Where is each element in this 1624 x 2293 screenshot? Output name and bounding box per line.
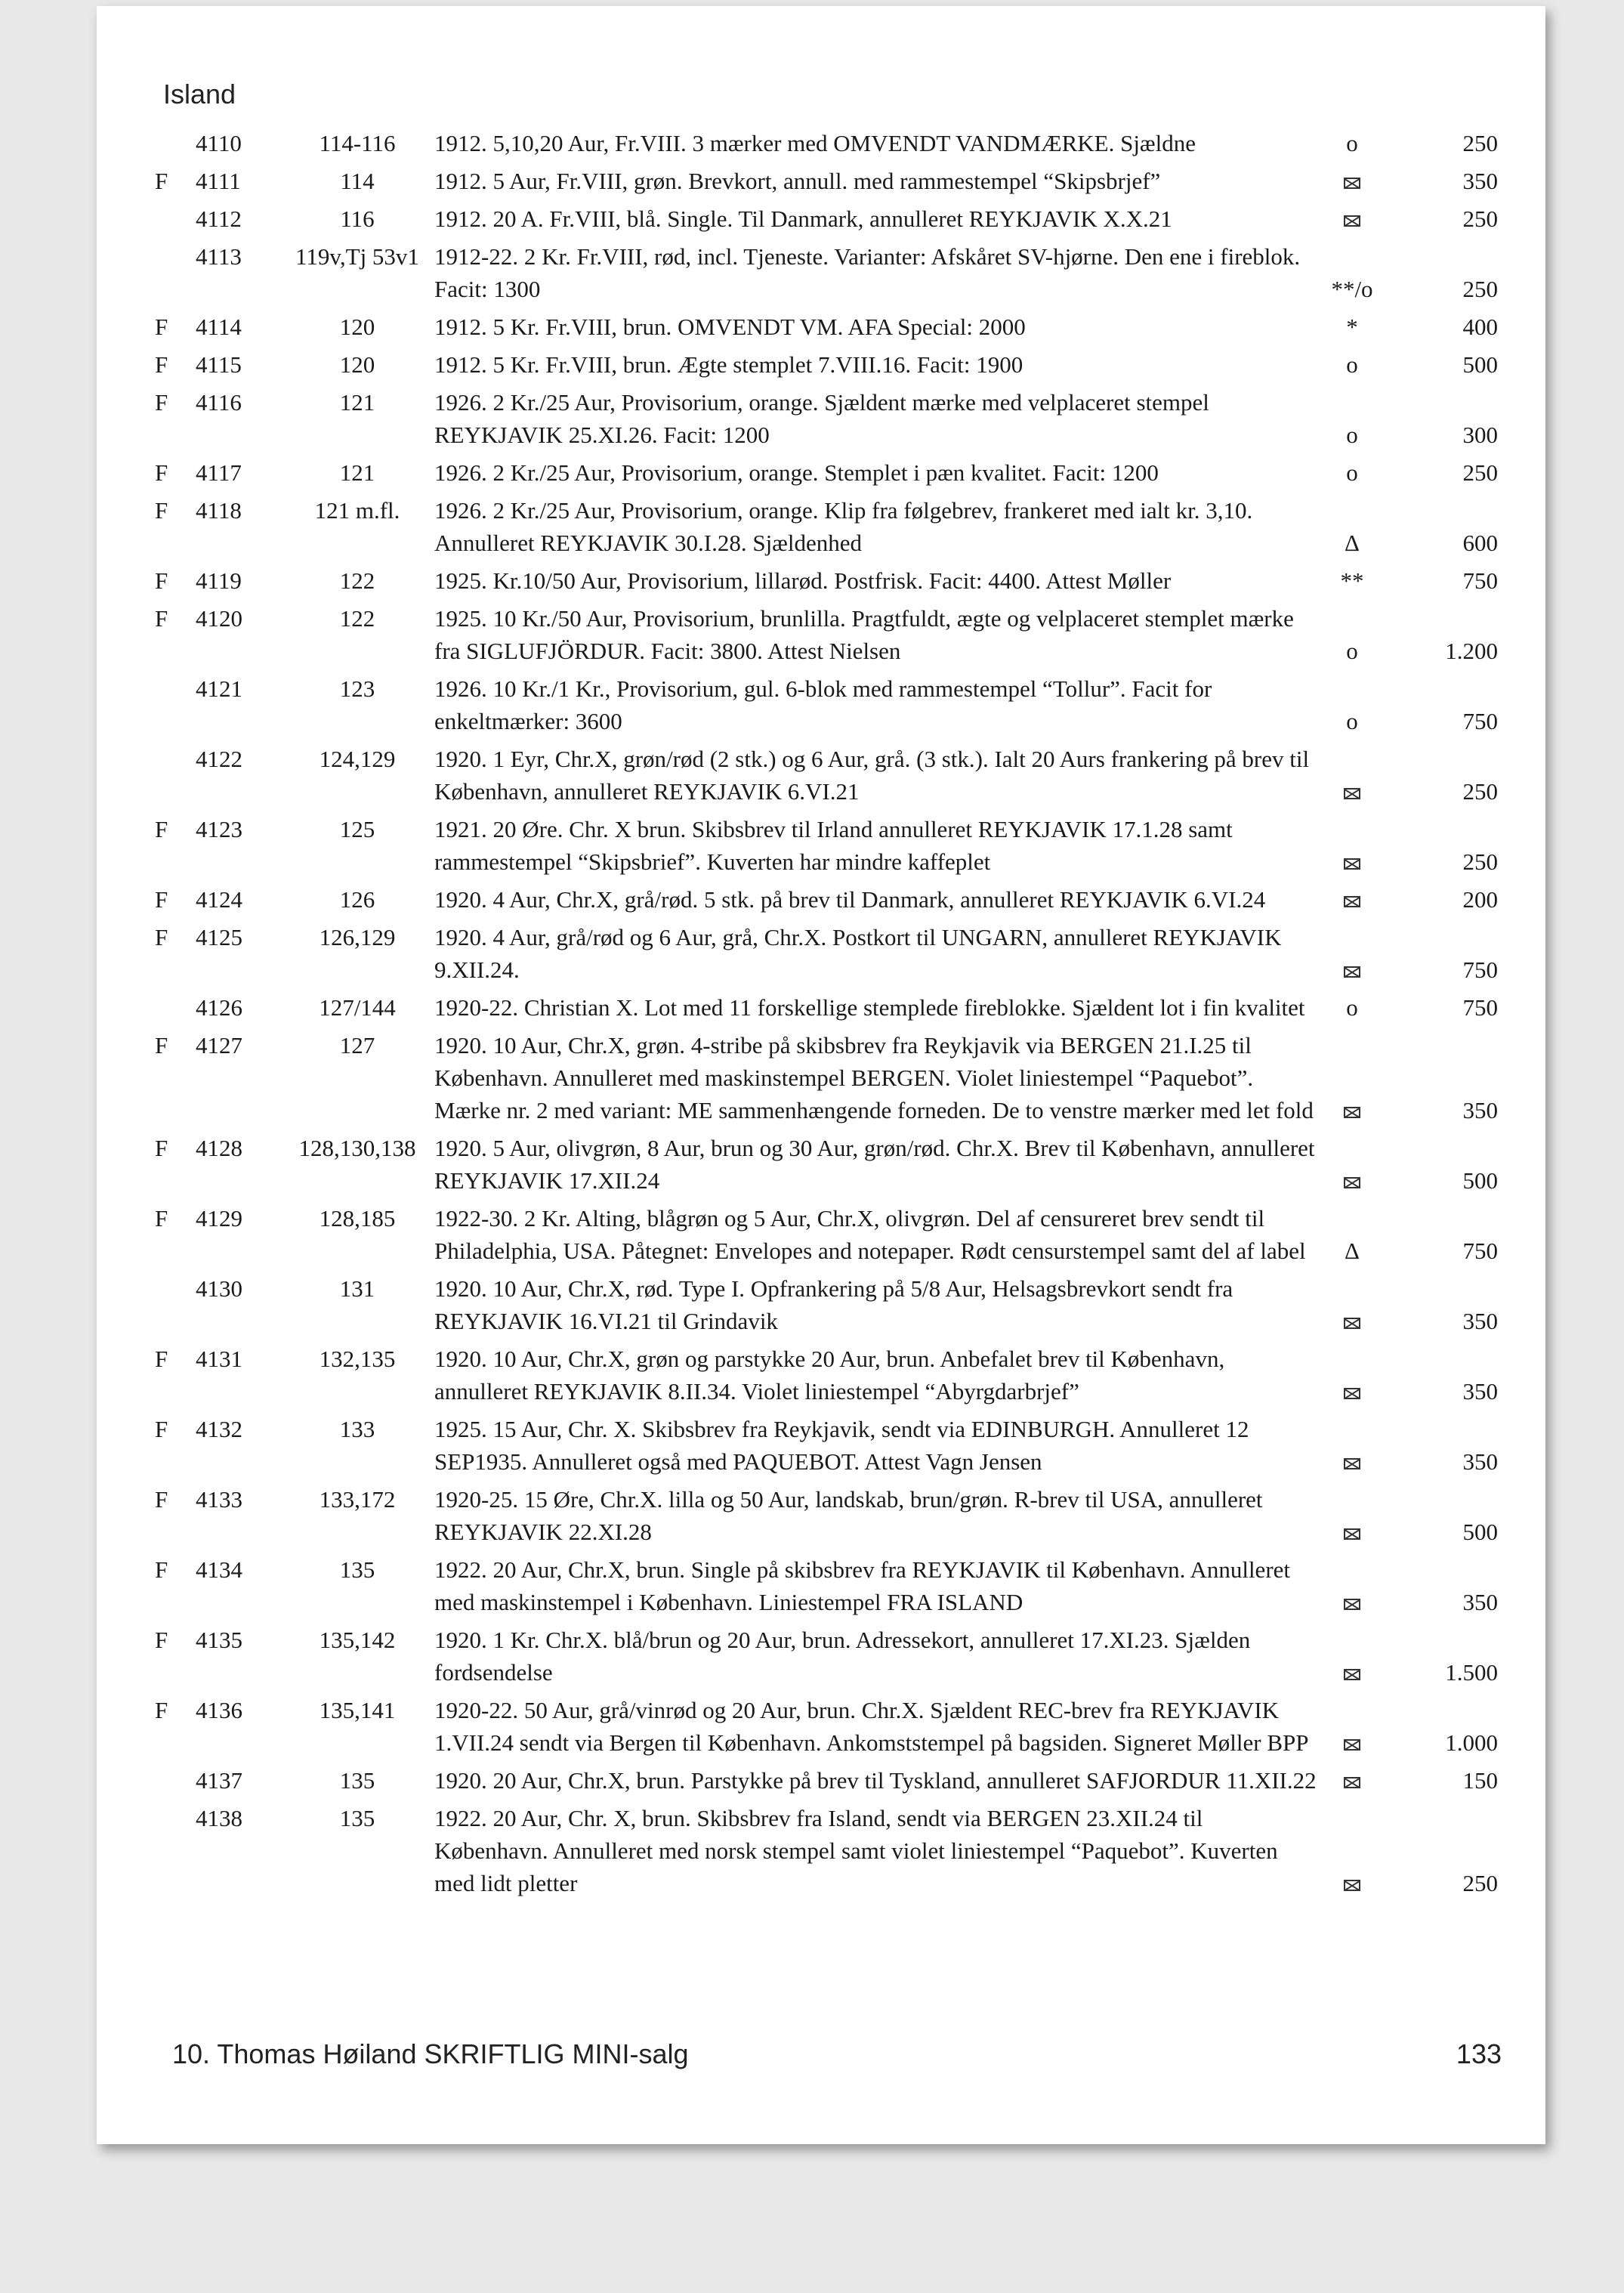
lot-number: 4110 bbox=[196, 130, 242, 156]
cover-icon bbox=[1320, 1726, 1385, 1759]
lot-condition: o bbox=[1346, 130, 1358, 156]
lot-price: 500 bbox=[1462, 351, 1498, 378]
cover-icon bbox=[1320, 1516, 1385, 1548]
lot-number: 4130 bbox=[196, 1275, 242, 1302]
catalog-number: 126 bbox=[339, 886, 375, 913]
lot-number: 4117 bbox=[196, 459, 242, 486]
lot-row bbox=[155, 813, 1514, 878]
lot-description: 1920. 10 Aur, Chr.X, grøn og parstykke 20 Aur, brun. Anbefalet brev til København, annulleret REYKJAVIK 8.II.34. Violet liniestempel “Abyrgdarbrjef” bbox=[434, 1346, 1225, 1405]
lot-description: 1920. 1 Kr. Chr.X. blå/brun og 20 Aur, brun. Adressekort, annulleret 17.XI.23. Sjælden fordsendelse bbox=[434, 1627, 1251, 1686]
cover-icon bbox=[1320, 845, 1385, 878]
lot-price: 1.200 bbox=[1445, 638, 1498, 664]
envelope-icon bbox=[1344, 1458, 1360, 1469]
envelope-icon bbox=[1344, 1739, 1360, 1751]
catalog-number: 127/144 bbox=[319, 994, 396, 1021]
lot-price: 500 bbox=[1462, 1519, 1498, 1545]
lot-flag: F bbox=[155, 1556, 168, 1583]
catalog-number: 135,141 bbox=[319, 1697, 396, 1723]
catalog-number: 124,129 bbox=[319, 746, 396, 772]
lot-description: 1922-30. 2 Kr. Alting, blågrøn og 5 Aur, Chr.X, olivgrøn. Del af censureret brev sendt til Philadelphia, USA. Påtegnet: Envelopes and notepaper. Rødt censurstempel samt del af label bbox=[434, 1205, 1306, 1264]
lot-number: 4115 bbox=[196, 351, 242, 378]
lot-condition: o bbox=[1346, 351, 1358, 378]
lot-flag: F bbox=[155, 1627, 168, 1653]
lot-description: 1920. 10 Aur, Chr.X, rød. Type I. Opfrankering på 5/8 Aur, Helsagsbrevkort sendt fra REYKJAVIK 16.VI.21 til Grindavik bbox=[434, 1275, 1233, 1334]
lot-price: 600 bbox=[1462, 530, 1498, 556]
lot-price: 350 bbox=[1462, 1097, 1498, 1123]
lot-number: 4137 bbox=[196, 1767, 242, 1794]
lot-number: 4119 bbox=[196, 567, 242, 594]
lot-flag: F bbox=[155, 1346, 168, 1372]
lot-description: 1922. 20 Aur, Chr. X, brun. Skibsbrev fra Island, sendt via BERGEN 23.XII.24 til København. Annulleret med norsk stempel samt violet liniestempel “Paquebot”. Kuverten med lidt pletter bbox=[434, 1805, 1278, 1896]
lot-flag: F bbox=[155, 497, 168, 524]
lot-row bbox=[155, 456, 1514, 489]
lot-list bbox=[155, 127, 1514, 1905]
lot-flag: F bbox=[155, 1135, 168, 1161]
lot-number: 4118 bbox=[196, 497, 242, 524]
catalog-number: 135 bbox=[339, 1556, 375, 1583]
catalog-number: 114 bbox=[340, 168, 375, 194]
cover-icon bbox=[1320, 1094, 1385, 1126]
cover-icon bbox=[1320, 1764, 1385, 1797]
envelope-icon bbox=[1344, 1177, 1360, 1188]
lot-number: 4132 bbox=[196, 1416, 242, 1442]
cover-icon bbox=[1320, 1656, 1385, 1689]
lot-row bbox=[155, 1802, 1514, 1899]
envelope-icon bbox=[1344, 858, 1360, 870]
envelope-icon bbox=[1344, 1669, 1360, 1680]
catalog-number: 122 bbox=[339, 605, 375, 632]
lot-row bbox=[155, 1132, 1514, 1197]
catalog-number: 123 bbox=[339, 675, 375, 702]
cover-icon bbox=[1320, 1375, 1385, 1408]
catalog-number: 133 bbox=[339, 1416, 375, 1442]
lot-row bbox=[155, 921, 1514, 986]
lot-number: 4135 bbox=[196, 1627, 242, 1653]
lot-description: 1920-25. 15 Øre, Chr.X. lilla og 50 Aur, landskab, brun/grøn. R-brev til USA, annulleret REYKJAVIK 22.XI.28 bbox=[434, 1486, 1263, 1545]
lot-condition: o bbox=[1346, 459, 1358, 486]
lot-description: 1912. 5 Kr. Fr.VIII, brun. OMVENDT VM. AFA Special: 2000 bbox=[434, 314, 1026, 340]
lot-condition: o bbox=[1346, 994, 1358, 1021]
lot-number: 4125 bbox=[196, 924, 242, 950]
lot-flag: F bbox=[155, 1205, 168, 1231]
lot-flag: F bbox=[155, 351, 168, 378]
cover-icon bbox=[1320, 1164, 1385, 1197]
lot-price: 750 bbox=[1462, 708, 1498, 734]
catalog-number: 119v,Tj 53v1 bbox=[295, 243, 419, 270]
lot-description: 1912. 20 A. Fr.VIII, blå. Single. Til Danmark, annulleret REYKJAVIK X.X.21 bbox=[434, 206, 1172, 232]
lot-row bbox=[155, 743, 1514, 808]
lot-condition: * bbox=[1346, 314, 1358, 340]
lot-row bbox=[155, 564, 1514, 597]
envelope-icon bbox=[1344, 1777, 1360, 1788]
envelope-icon bbox=[1344, 1107, 1360, 1118]
lot-number: 4134 bbox=[196, 1556, 242, 1583]
lot-description: 1920. 10 Aur, Chr.X, grøn. 4-stribe på skibsbrev fra Reykjavik via BERGEN 21.I.25 til København. Annulleret med maskinstempel BERGEN. Violet liniestempel “Paquebot”. Mærke nr. 2 med variant: ME sammenhængende forneden. De to venstre mærker med let fold bbox=[434, 1032, 1314, 1123]
lot-price: 750 bbox=[1462, 567, 1498, 594]
lot-number: 4123 bbox=[196, 816, 242, 842]
lot-row bbox=[155, 991, 1514, 1024]
lot-row bbox=[155, 1202, 1514, 1267]
lot-price: 500 bbox=[1462, 1167, 1498, 1194]
lot-row bbox=[155, 202, 1514, 235]
lot-price: 350 bbox=[1462, 1308, 1498, 1334]
lot-condition: o bbox=[1346, 422, 1358, 448]
lot-price: 250 bbox=[1462, 130, 1498, 156]
lot-flag: F bbox=[155, 314, 168, 340]
lot-price: 250 bbox=[1462, 1870, 1498, 1896]
lot-description: 1912-22. 2 Kr. Fr.VIII, rød, incl. Tjeneste. Varianter: Afskåret SV-hjørne. Den ene i fireblok. Facit: 1300 bbox=[434, 243, 1301, 302]
catalog-number: 122 bbox=[339, 567, 375, 594]
cover-icon bbox=[1320, 165, 1385, 197]
lot-number: 4128 bbox=[196, 1135, 242, 1161]
envelope-icon bbox=[1344, 966, 1360, 978]
envelope-icon bbox=[1344, 215, 1360, 227]
lot-flag: F bbox=[155, 886, 168, 913]
lot-row bbox=[155, 1624, 1514, 1689]
lot-description: 1920-22. Christian X. Lot med 11 forskellige stemplede fireblokke. Sjældent lot i fin kvalitet bbox=[434, 994, 1305, 1021]
lot-price: 1.500 bbox=[1445, 1659, 1498, 1686]
lot-number: 4122 bbox=[196, 746, 242, 772]
lot-number: 4120 bbox=[196, 605, 242, 632]
lot-row bbox=[155, 386, 1514, 451]
lot-price: 750 bbox=[1462, 956, 1498, 983]
lot-flag: F bbox=[155, 168, 168, 194]
lot-flag: F bbox=[155, 605, 168, 632]
catalog-number: 126,129 bbox=[319, 924, 396, 950]
lot-row bbox=[155, 1343, 1514, 1408]
lot-condition: Δ bbox=[1345, 530, 1360, 556]
catalog-number: 131 bbox=[339, 1275, 375, 1302]
catalog-number: 135,142 bbox=[319, 1627, 396, 1653]
lot-row bbox=[155, 240, 1514, 305]
lot-description: 1925. 10 Kr./50 Aur, Provisorium, brunlilla. Pragtfuldt, ægte og velplaceret stemplet mærke fra SIGLUFJÖRDUR. Facit: 3800. Attest Nielsen bbox=[434, 605, 1294, 664]
lot-price: 1.000 bbox=[1445, 1729, 1498, 1756]
section-title: Island bbox=[163, 79, 236, 110]
lot-description: 1925. 15 Aur, Chr. X. Skibsbrev fra Reykjavik, sendt via EDINBURGH. Annulleret 12 SEP1935. Annulleret også med PAQUEBOT. Attest Vagn Jensen bbox=[434, 1416, 1249, 1475]
lot-description: 1920. 1 Eyr, Chr.X, grøn/rød (2 stk.) og 6 Aur, grå. (3 stk.). Ialt 20 Aurs frankering på brev til København, annulleret REYKJAVIK 6.VI.21 bbox=[434, 746, 1310, 805]
lot-row bbox=[155, 1413, 1514, 1478]
lot-description: 1912. 5,10,20 Aur, Fr.VIII. 3 mærker med OMVENDT VANDMÆRKE. Sjældne bbox=[434, 130, 1196, 156]
lot-number: 4136 bbox=[196, 1697, 242, 1723]
cover-icon bbox=[1320, 1445, 1385, 1478]
lot-description: 1925. Kr.10/50 Aur, Provisorium, lillarød. Postfrisk. Facit: 4400. Attest Møller bbox=[434, 567, 1172, 594]
lot-number: 4124 bbox=[196, 886, 242, 913]
lot-number: 4126 bbox=[196, 994, 242, 1021]
catalog-number: 114-116 bbox=[319, 130, 396, 156]
catalog-number: 128,130,138 bbox=[298, 1135, 416, 1161]
lot-flag: F bbox=[155, 1032, 168, 1058]
cover-icon bbox=[1320, 953, 1385, 986]
lot-price: 250 bbox=[1462, 778, 1498, 805]
catalog-number: 120 bbox=[339, 314, 375, 340]
lot-row bbox=[155, 1553, 1514, 1618]
lot-flag: F bbox=[155, 1697, 168, 1723]
catalog-number: 120 bbox=[339, 351, 375, 378]
envelope-icon bbox=[1344, 1599, 1360, 1610]
lot-description: 1926. 2 Kr./25 Aur, Provisorium, orange. Sjældent mærke med velplaceret stempel REYKJAVIK 25.XI.26. Facit: 1200 bbox=[434, 389, 1209, 448]
catalog-number: 116 bbox=[340, 206, 375, 232]
catalog-number: 121 bbox=[339, 389, 375, 416]
lot-row bbox=[155, 1764, 1514, 1797]
lot-price: 250 bbox=[1462, 276, 1498, 302]
lot-row bbox=[155, 311, 1514, 343]
lot-price: 150 bbox=[1462, 1767, 1498, 1794]
lot-row bbox=[155, 127, 1514, 159]
lot-flag: F bbox=[155, 924, 168, 950]
lot-description: 1912. 5 Kr. Fr.VIII, brun. Ægte stemplet 7.VIII.16. Facit: 1900 bbox=[434, 351, 1023, 378]
lot-row bbox=[155, 348, 1514, 381]
lot-number: 4112 bbox=[196, 206, 242, 232]
lot-description: 1920. 4 Aur, Chr.X, grå/rød. 5 stk. på brev til Danmark, annulleret REYKJAVIK 6.VI.24 bbox=[434, 886, 1266, 913]
lot-description: 1926. 2 Kr./25 Aur, Provisorium, orange. Stemplet i pæn kvalitet. Facit: 1200 bbox=[434, 459, 1159, 486]
envelope-icon bbox=[1344, 1880, 1360, 1891]
lot-price: 350 bbox=[1462, 1448, 1498, 1475]
lot-price: 400 bbox=[1462, 314, 1498, 340]
lot-description: 1926. 2 Kr./25 Aur, Provisorium, orange. Klip fra følgebrev, frankeret med ialt kr. 3,10. Annulleret REYKJAVIK 30.I.28. Sjældenhed bbox=[434, 497, 1253, 556]
envelope-icon bbox=[1344, 788, 1360, 799]
envelope-icon bbox=[1344, 178, 1360, 189]
lot-row bbox=[155, 672, 1514, 737]
lot-description: 1922. 20 Aur, Chr.X, brun. Single på skibsbrev fra REYKJAVIK til København. Annulleret med maskinstempel i København. Liniestempel FRA ISLAND bbox=[434, 1556, 1291, 1615]
cover-icon bbox=[1320, 883, 1385, 916]
catalog-number: 127 bbox=[339, 1032, 375, 1058]
lot-flag: F bbox=[155, 1416, 168, 1442]
lot-number: 4114 bbox=[196, 314, 242, 340]
lot-condition: o bbox=[1346, 708, 1358, 734]
lot-flag: F bbox=[155, 459, 168, 486]
lot-row bbox=[155, 1272, 1514, 1337]
lot-flag: F bbox=[155, 567, 168, 594]
lot-price: 350 bbox=[1462, 1589, 1498, 1615]
catalog-number: 121 m.fl. bbox=[314, 497, 400, 524]
lot-flag: F bbox=[155, 1486, 168, 1513]
lot-flag: F bbox=[155, 389, 168, 416]
lot-condition: Δ bbox=[1345, 1238, 1360, 1264]
cover-icon bbox=[1320, 1305, 1385, 1337]
lot-description: 1926. 10 Kr./1 Kr., Provisorium, gul. 6-blok med rammestempel “Tollur”. Facit for enkeltmærker: 3600 bbox=[434, 675, 1212, 734]
lot-price: 750 bbox=[1462, 994, 1498, 1021]
envelope-icon bbox=[1344, 1318, 1360, 1329]
lot-number: 4138 bbox=[196, 1805, 242, 1831]
lot-price: 250 bbox=[1462, 848, 1498, 875]
page-number: 133 bbox=[1456, 2038, 1502, 2069]
lot-number: 4127 bbox=[196, 1032, 242, 1058]
lot-row bbox=[155, 1029, 1514, 1126]
lot-number: 4113 bbox=[196, 243, 242, 270]
catalog-number: 132,135 bbox=[319, 1346, 396, 1372]
lot-description: 1920-22. 50 Aur, grå/vinrød og 20 Aur, brun. Chr.X. Sjældent REC-brev fra REYKJAVIK 1.VII.24 sendt via Bergen til København. Ankomststempel på bagsiden. Signeret Møller BPP bbox=[434, 1697, 1309, 1756]
lot-price: 250 bbox=[1462, 459, 1498, 486]
lot-flag: F bbox=[155, 816, 168, 842]
lot-price: 250 bbox=[1462, 206, 1498, 232]
footer-title: 10. Thomas Høiland SKRIFTLIG MINI-salg bbox=[172, 2038, 689, 2069]
envelope-icon bbox=[1344, 1528, 1360, 1540]
lot-condition: o bbox=[1346, 638, 1358, 664]
catalog-number: 135 bbox=[339, 1767, 375, 1794]
cover-icon bbox=[1320, 775, 1385, 808]
lot-row bbox=[155, 165, 1514, 197]
lot-row bbox=[155, 494, 1514, 559]
lot-price: 200 bbox=[1462, 886, 1498, 913]
lot-number: 4131 bbox=[196, 1346, 242, 1372]
catalog-number: 128,185 bbox=[319, 1205, 396, 1231]
lot-price: 350 bbox=[1462, 1378, 1498, 1405]
lot-condition: **/o bbox=[1331, 276, 1373, 302]
lot-description: 1920. 4 Aur, grå/rød og 6 Aur, grå, Chr.X. Postkort til UNGARN, annulleret REYKJAVIK 9.XII.24. bbox=[434, 924, 1282, 983]
lot-price: 350 bbox=[1462, 168, 1498, 194]
catalog-number: 125 bbox=[339, 816, 375, 842]
lot-price: 750 bbox=[1462, 1238, 1498, 1264]
cover-icon bbox=[1320, 1586, 1385, 1618]
lot-number: 4116 bbox=[196, 389, 242, 416]
lot-row bbox=[155, 602, 1514, 667]
catalog-number: 133,172 bbox=[319, 1486, 396, 1513]
lot-condition: ** bbox=[1340, 567, 1364, 594]
lot-description: 1920. 5 Aur, olivgrøn, 8 Aur, brun og 30 Aur, grøn/rød. Chr.X. Brev til København, annulleret REYKJAVIK 17.XII.24 bbox=[434, 1135, 1315, 1194]
lot-description: 1921. 20 Øre. Chr. X brun. Skibsbrev til Irland annulleret REYKJAVIK 17.1.28 samt rammestempel “Skipsbrief”. Kuverten har mindre kaffeplet bbox=[434, 816, 1233, 875]
page-footer bbox=[172, 2038, 1502, 2070]
lot-row bbox=[155, 883, 1514, 916]
cover-icon bbox=[1320, 1867, 1385, 1899]
lot-number: 4129 bbox=[196, 1205, 242, 1231]
lot-number: 4111 bbox=[196, 168, 241, 194]
lot-price: 300 bbox=[1462, 422, 1498, 448]
catalog-page bbox=[97, 6, 1545, 2144]
lot-row bbox=[155, 1694, 1514, 1759]
catalog-number: 121 bbox=[339, 459, 375, 486]
lot-number: 4121 bbox=[196, 675, 242, 702]
cover-icon bbox=[1320, 202, 1385, 235]
lot-description: 1912. 5 Aur, Fr.VIII, grøn. Brevkort, annull. med rammestempel “Skipsbrjef” bbox=[434, 168, 1161, 194]
envelope-icon bbox=[1344, 896, 1360, 907]
lot-number: 4133 bbox=[196, 1486, 242, 1513]
lot-description: 1920. 20 Aur, Chr.X, brun. Parstykke på brev til Tyskland, annulleret SAFJORDUR 11.XII.22 bbox=[434, 1767, 1317, 1794]
lot-row bbox=[155, 1483, 1514, 1548]
catalog-number: 135 bbox=[339, 1805, 375, 1831]
envelope-icon bbox=[1344, 1388, 1360, 1399]
